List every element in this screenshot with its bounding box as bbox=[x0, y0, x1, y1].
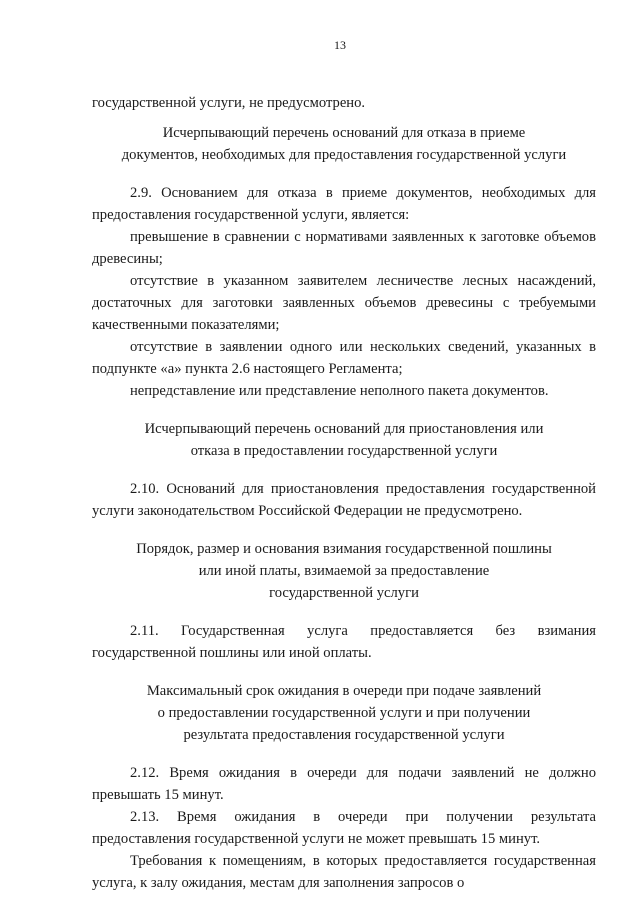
paragraph-list-item: отсутствие в указанном заявителем лесничестве лесных насаждений, достаточных для заготовки заявленных объемов древесины с требуемыми качественными показателями; bbox=[92, 273, 596, 333]
heading-line: документов, необходимых для предоставления государственной услуги bbox=[121, 147, 567, 163]
section-heading-suspension bbox=[92, 418, 596, 462]
page-number: 13 bbox=[334, 38, 346, 52]
document-body bbox=[92, 92, 596, 894]
section-heading-waiting-time bbox=[92, 680, 596, 746]
paragraph-premises-requirements: Требования к помещениям, в которых предоставляется государственная услуга, к залу ожидания, местам для заполнения запросов о bbox=[92, 853, 596, 891]
paragraph-list-item: отсутствие в заявлении одного или нескольких сведений, указанных в подпункте «а» пункта 2.6 настоящего Регламента; bbox=[92, 339, 596, 377]
continuation-text: государственной услуги, не предусмотрено. bbox=[92, 95, 366, 111]
paragraph-list-item: непредставление или представление неполного пакета документов. bbox=[130, 383, 549, 399]
paragraph-list-item: превышение в сравнении с нормативами заявленных к заготовке объемов древесины; bbox=[92, 229, 596, 267]
paragraph-2-12: 2.12. Время ожидания в очереди для подачи заявлений не должно превышать 15 минут. bbox=[92, 765, 596, 803]
section-heading-fee bbox=[92, 538, 596, 604]
heading-line: результата предоставления государственной услуги bbox=[183, 727, 505, 743]
paragraph-2-10: 2.10. Оснований для приостановления предоставления государственной услуги законодательством Российской Федерации не предусмотрено. bbox=[92, 481, 596, 519]
heading-line: Исчерпывающий перечень оснований для приостановления или bbox=[144, 421, 544, 437]
paragraph-2-13: 2.13. Время ожидания в очереди при получении результата предоставления государственной услуги не может превышать 15 минут. bbox=[92, 809, 596, 847]
heading-line: Максимальный срок ожидания в очереди при подаче заявлений bbox=[146, 683, 542, 699]
heading-line: или иной платы, взимаемой за предоставление bbox=[198, 563, 490, 579]
section-heading-refusal-acceptance bbox=[92, 122, 596, 166]
paragraph-2-9: 2.9. Основанием для отказа в приеме документов, необходимых для предоставления государственной услуги, является: bbox=[92, 185, 596, 223]
heading-line: государственной услуги bbox=[269, 585, 419, 601]
paragraph-2-11: 2.11. Государственная услуга предоставляется без взимания государственной пошлины или иной оплаты. bbox=[92, 623, 596, 661]
heading-line: отказа в предоставлении государственной услуги bbox=[190, 443, 498, 459]
heading-line: Исчерпывающий перечень оснований для отказа в приеме bbox=[162, 125, 526, 141]
heading-line: Порядок, размер и основания взимания государственной пошлины bbox=[136, 541, 552, 557]
heading-line: о предоставлении государственной услуги и при получении bbox=[157, 705, 531, 721]
